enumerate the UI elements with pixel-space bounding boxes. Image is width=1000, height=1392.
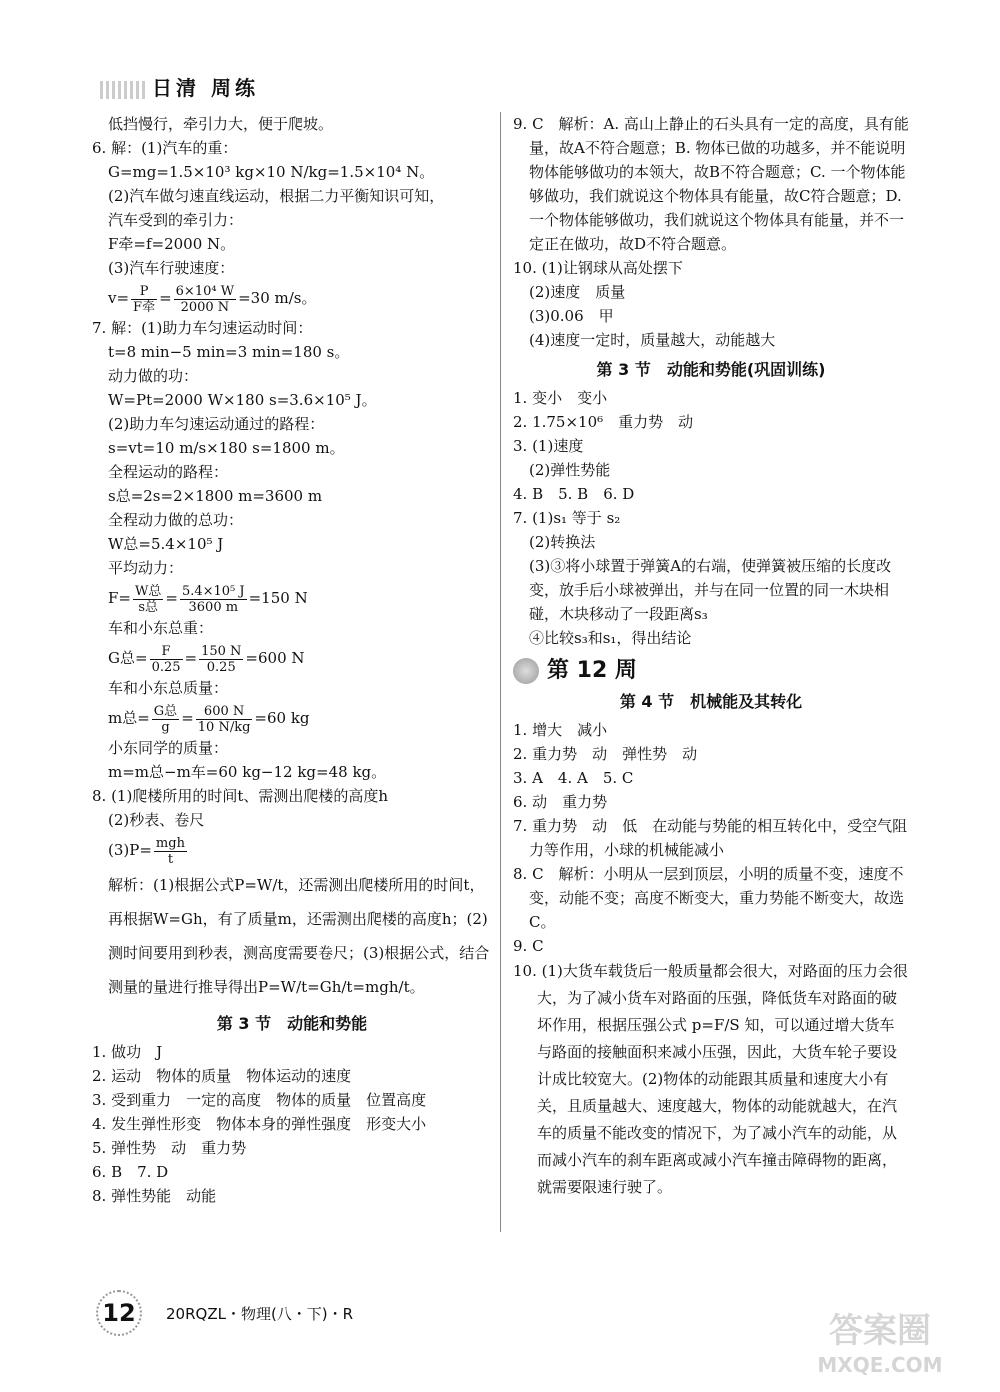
text-line: 车和小东总质量：	[108, 679, 229, 697]
formula-G	[92, 640, 492, 676]
denominator: 10 N/kg	[197, 719, 251, 735]
answer-paragraph: 8. C 解析：小明从一层到顶层，小明的质量不变，速度不变，动能不变；高度不断变大，重力势能不断变大，故选C。	[513, 865, 905, 931]
answer-line: (2)转换法	[529, 533, 596, 551]
numerator: G总	[153, 703, 178, 719]
text-line: (2)秒表、卷尺	[108, 811, 205, 829]
page-number: 12	[96, 1290, 142, 1336]
answer-line: 2. 1.75×10⁶ 重力势 动	[513, 413, 694, 431]
fraction	[174, 284, 236, 315]
answer-line: (4)速度一定时，质量越大，动能越大	[529, 331, 776, 349]
answer-line: 1. 增大 减小	[513, 721, 608, 739]
text-line: s=vt=10 m/s×180 s=1800 m。	[108, 439, 345, 457]
week-heading	[513, 658, 909, 684]
denominator: 3600 m	[188, 599, 239, 615]
watermark-url: MXQE.COM	[817, 1353, 943, 1377]
section-title: 第 4 节 机械能及其转化	[619, 692, 803, 711]
text-line: 7. 解：(1)助力车匀速运动时间：	[92, 319, 313, 337]
formula-text: G总=	[108, 649, 148, 667]
answer-line: 3. (1)速度	[513, 437, 584, 455]
text-line: 全程动力做的总功：	[108, 511, 244, 529]
formula-text: =600 N	[245, 649, 305, 667]
formula-text: =150 N	[248, 589, 308, 607]
answer-line: 2. 运动 物体的质量 物体运动的速度	[92, 1067, 352, 1085]
text-line: t=8 min−5 min=3 min=180 s。	[108, 343, 350, 361]
answer-line: ④比较s₃和s₁，得出结论	[529, 629, 692, 647]
text-line: 小东同学的质量：	[108, 739, 229, 757]
formula-text: =	[181, 709, 194, 727]
text-line: W总=5.4×10⁵ J	[108, 535, 224, 553]
formula-text: =60 kg	[254, 709, 310, 727]
text-line: F牵=f=2000 N。	[108, 235, 236, 253]
answer-line: 10. (1)让钢球从高处摆下	[513, 259, 683, 277]
text-line: G=mg=1.5×10³ kg×10 N/kg=1.5×10⁴ N。	[108, 163, 435, 181]
section-title: 第 3 节 动能和势能(巩固训练)	[596, 360, 826, 379]
week-title: 第 12 周	[547, 658, 637, 683]
answer-line: 3. 受到重力 一定的高度 物体的质量 位置高度	[92, 1091, 427, 1109]
text-line: W=Pt=2000 W×180 s=3.6×10⁵ J。	[108, 391, 377, 409]
answer-line: 1. 做功 J	[92, 1043, 163, 1061]
fraction	[133, 584, 163, 615]
numerator: P	[131, 284, 157, 300]
text-line: (3)汽车行驶速度：	[108, 259, 235, 277]
fraction	[152, 704, 179, 735]
text-line: (2)助力车匀速运动通过的路程：	[108, 415, 325, 433]
week-badge-icon	[513, 658, 539, 684]
answer-line: 4. 发生弹性形变 物体本身的弹性强度 形变大小	[92, 1115, 427, 1133]
denominator: 2000 N	[180, 299, 230, 315]
column-divider	[500, 112, 501, 1232]
numerator: F	[150, 644, 183, 660]
solution-paragraph: 解析：(1)根据公式P=W/t，还需测出爬楼所用的时间t，再根据W=Gh，有了质量m，还需测出爬楼的高度h；(2)测时间要用到秒表，测高度需要卷尺；(3)根据公式，结合测量的量进行推导得出P=W/t=Gh/t=mgh/t。	[108, 876, 490, 996]
header-decoration	[100, 81, 148, 99]
formula-P	[92, 832, 492, 868]
answer-line: 8. 弹性势能 动能	[92, 1187, 217, 1205]
answer-paragraph: 9. C 解析：A. 高山上静止的石头具有一定的高度，具有能量，故A不符合题意；B. 物体已做的功越多，并不能说明物体能够做功的本领大，故B不符合题意；C. 一个物体能够做功，我们就说这个物体具有能量，故C符合题意；D. 一个物体能够做功，我们就说这个物体具有能量，并不一定正在做功，故D不符合题意。	[513, 115, 909, 253]
text-line: m=m总−m车=60 kg−12 kg=48 kg。	[108, 763, 387, 781]
denominator: 0.25	[206, 659, 236, 675]
answer-line: 5. 弹性势 动 重力势	[92, 1139, 247, 1157]
answer-line: 1. 变小 变小	[513, 389, 608, 407]
text-line: 8. (1)爬楼所用的时间t、需测出爬楼的高度h	[92, 787, 389, 805]
numerator: W总	[134, 583, 162, 599]
numerator: 5.4×10⁵ J	[181, 583, 245, 599]
fraction	[199, 644, 243, 675]
answer-line: (2)速度 质量	[529, 283, 626, 301]
formula-m	[92, 700, 492, 736]
text-line: 低挡慢行，牵引力大，便于爬坡。	[108, 115, 334, 133]
text-line: 6. 解：(1)汽车的重：	[92, 139, 238, 157]
section-title: 第 3 节 动能和势能	[216, 1014, 368, 1033]
text-line: 车和小东总重：	[108, 619, 214, 637]
answer-line: 3. A 4. A 5. C	[513, 769, 634, 787]
answer-line: 6. 动 重力势	[513, 793, 608, 811]
text-line: 动力做的功：	[108, 367, 199, 385]
page-header	[100, 72, 259, 101]
numerator: 600 N	[196, 704, 253, 720]
answer-line: 9. C	[513, 937, 544, 955]
text-line: s总=2s=2×1800 m=3600 m	[108, 487, 323, 505]
formula-F	[92, 580, 492, 616]
formula-text: =	[184, 649, 198, 667]
watermark-logo	[800, 1300, 960, 1380]
fraction	[150, 644, 183, 675]
answer-line: 4. B 5. B 6. D	[513, 485, 635, 503]
formula-text: =30 m/s。	[238, 289, 317, 307]
text-line: 汽车受到的牵引力：	[108, 211, 244, 229]
formula-text: =	[165, 589, 178, 607]
text-line: (2)汽车做匀速直线运动，根据二力平衡知识可知，	[108, 187, 445, 205]
answer-line: 2. 重力势 动 弹性势 动	[513, 745, 698, 763]
denominator: 0.25	[151, 659, 181, 675]
header-title: 日清 周练	[152, 76, 259, 100]
denominator: t	[167, 851, 174, 867]
answer-line: (3)0.06 甲	[529, 307, 614, 325]
formula-text: v=	[108, 289, 130, 307]
answer-line: 7. (1)s₁ 等于 s₂	[513, 509, 621, 527]
left-column	[92, 112, 492, 1208]
watermark-text: 答案圈	[829, 1311, 931, 1351]
fraction	[154, 836, 187, 867]
answer-paragraph: (3)③将小球置于弹簧A的右端，使弹簧被压缩的长度改变，放手后小球被弹出，并与在同一位置的同一木块相碰，木块移动了一段距离s₃	[529, 557, 892, 623]
text-line: 平均动力：	[108, 559, 184, 577]
denominator: s总	[138, 599, 158, 615]
numerator: 6×10⁴ W	[175, 283, 235, 299]
fraction	[196, 704, 253, 735]
formula-v	[92, 280, 492, 316]
answer-line: (2)弹性势能	[529, 461, 611, 479]
answer-paragraph: 10. (1)大货车载货后一般质量都会很大，对路面的压力会很大，为了减小货车对路面的压强，降低货车对路面的破坏作用，根据压强公式 p=F/S 知，可以通过增大货车与路面的接触面积来减小压强，因此，大货车轮子要设计成比较宽大。(2)物体的动能跟其质量和速度大小有关，且质量越大、速度越大，物体的动能就越大，在汽车的质量不能改变的情况下，为了减小汽车的动能，从而减小汽车的刹车距离或减小汽车撞击障碍物的距离，就需要限速行驶了。	[513, 962, 908, 1196]
right-column	[513, 112, 909, 1201]
numerator: mgh	[155, 835, 185, 851]
denominator: F牵	[133, 299, 156, 315]
fraction	[180, 584, 247, 615]
denominator: g	[161, 719, 170, 735]
fraction	[131, 284, 157, 315]
footer-text: 20RQZL・物理(八・下)・R	[166, 1304, 354, 1323]
page-footer	[96, 1290, 353, 1336]
formula-text: m总=	[108, 709, 150, 727]
numerator: 150 N	[201, 643, 242, 659]
answer-line: 6. B 7. D	[92, 1163, 169, 1181]
answer-paragraph: 7. 重力势 动 低 在动能与势能的相互转化中，受空气阻力等作用，小球的机械能减小	[513, 817, 908, 859]
formula-text: (3)P=	[108, 841, 152, 859]
formula-text: F=	[108, 589, 131, 607]
text-line: 全程运动的路程：	[108, 463, 229, 481]
formula-text: =	[159, 289, 172, 307]
